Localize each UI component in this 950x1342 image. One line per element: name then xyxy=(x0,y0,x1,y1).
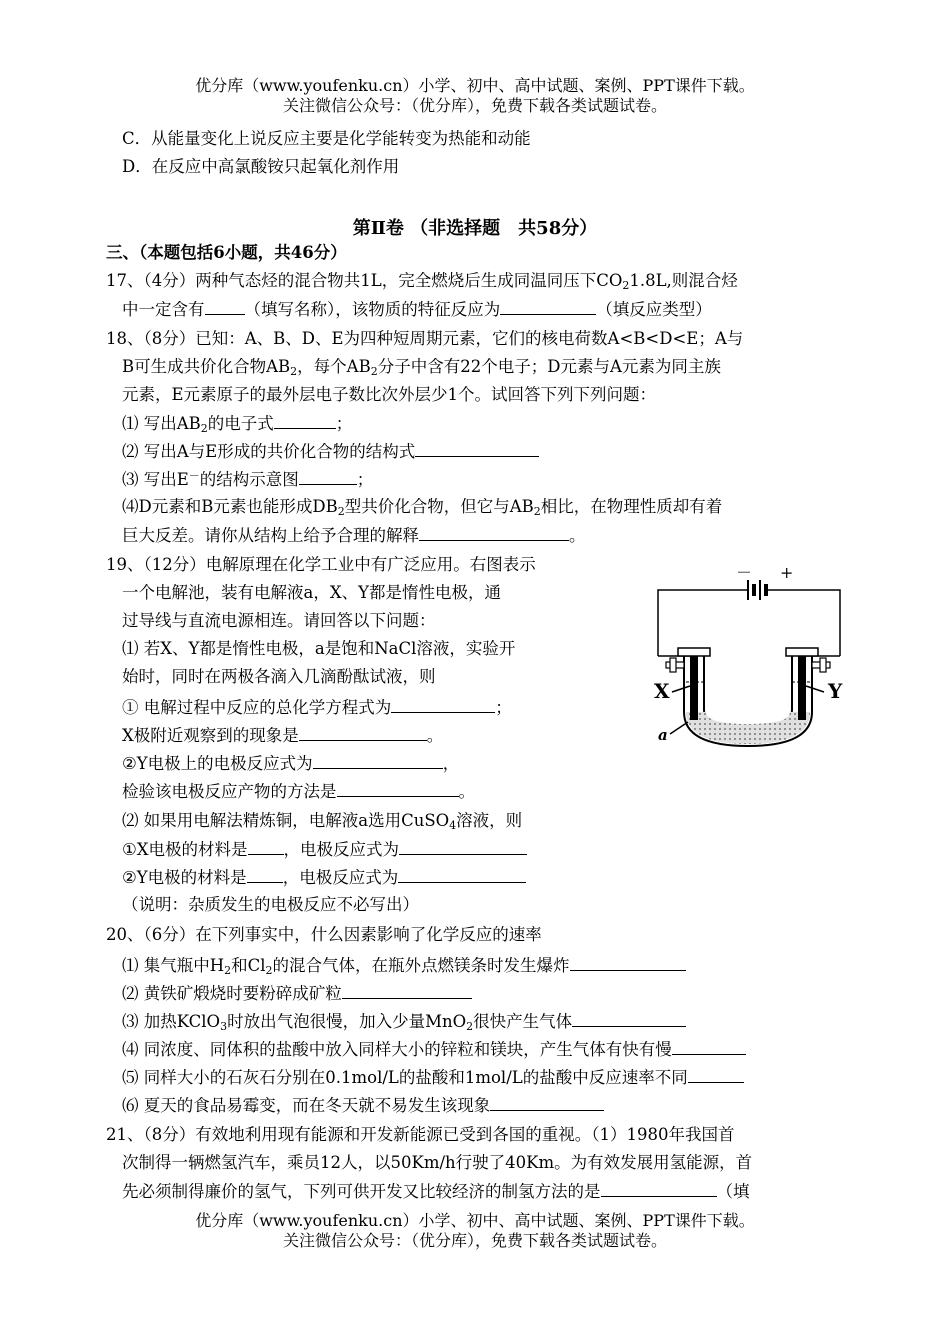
q18-sub-3 xyxy=(122,468,373,491)
subscript: 2 xyxy=(533,505,541,518)
x-label: X xyxy=(654,679,670,703)
q20-s6: ⑹ 夏天的食品易霉变，而在冬天就不易发生该现象 xyxy=(122,1096,491,1115)
q20-sub-2 xyxy=(122,982,472,1005)
q19-l8a: ②Y电极上的电极反应式为 xyxy=(122,754,313,773)
q17-text-1b: 1.8L,则混合烃 xyxy=(629,271,738,290)
q19-line-4: ⑴ 若X、Y都是惰性电极，a是饱和NaCl溶液，实验开 xyxy=(122,639,516,658)
q17-blank-name[interactable] xyxy=(205,298,245,315)
q19-blank-x-reaction[interactable] xyxy=(399,838,527,855)
page-footer xyxy=(0,1211,950,1251)
q20-blank-4[interactable] xyxy=(672,1038,746,1055)
q19-blank-phenomenon[interactable] xyxy=(299,724,427,741)
subscript: 2 xyxy=(265,964,273,977)
q19-l12b: ，电极反应式为 xyxy=(282,868,399,887)
q19-line-7 xyxy=(122,724,443,747)
q20-sub-5 xyxy=(122,1066,744,1089)
page-header xyxy=(0,76,950,116)
q18-s1a: ⑴ 写出AB xyxy=(122,414,201,433)
q18-blank-1[interactable] xyxy=(274,412,336,429)
q17-line-1 xyxy=(106,270,738,292)
q20-s1b: 和Cl xyxy=(231,956,266,975)
q21-line-1: 21、（8分）有效地利用现有能源和开发新能源已受到各国的重视。（1）1980年我国首 xyxy=(106,1125,735,1144)
a-label: a xyxy=(658,726,668,744)
q18-blank-4[interactable] xyxy=(419,524,569,541)
q18-s3b: 的结构示意图 xyxy=(199,470,299,489)
y-pointer xyxy=(806,686,824,692)
header-line-1: 优分库（www.youfenku.cn）小学、初中、高中试题、案例、PPT课件下载。 xyxy=(195,76,755,95)
q19-l9b: 。 xyxy=(458,782,475,801)
left-tap-icon xyxy=(666,658,684,672)
q19-l8b: ， xyxy=(442,754,460,773)
q20-sub-3 xyxy=(122,1010,686,1033)
q18-sub-4-cont xyxy=(122,524,586,547)
q18-s4c: 相比，在物理性质却有着 xyxy=(540,497,723,516)
q21-line-2: 次制得一辆燃氢汽车，乘员12人，以50Km/h行驶了40Km。为有效发展用氢能源，首 xyxy=(122,1153,753,1172)
q21-l3b: （填 xyxy=(716,1182,750,1201)
x-pointer xyxy=(672,686,690,692)
q18-line-1: 18、（8分）已知：A、B、D、E为四种短周期元素，它们的核电荷数A<B<D<E；A与 xyxy=(106,329,744,348)
q17-line-2 xyxy=(122,298,712,321)
q20-blank-6[interactable] xyxy=(490,1094,604,1111)
part-three-heading: 三、（本题包括6小题，共46分） xyxy=(106,243,347,262)
q20-s3c: 很快产生气体 xyxy=(473,1012,573,1031)
q19-blank-method[interactable] xyxy=(337,780,459,797)
left-stopper xyxy=(678,648,710,656)
subscript: 2 xyxy=(200,422,208,435)
q20-blank-3[interactable] xyxy=(572,1010,686,1027)
q20-sub-6 xyxy=(122,1094,604,1117)
subscript: 2 xyxy=(370,365,378,378)
y-label: Y xyxy=(828,679,843,703)
subscript: 2 xyxy=(466,1020,474,1033)
left-wire xyxy=(658,590,728,656)
q20-sub-4 xyxy=(122,1038,746,1061)
q17-text-1a: 17、（4分）两种气态烃的混合物共1L，完全燃烧后生成同温同压下CO xyxy=(106,271,623,290)
q19-blank-y-reaction[interactable] xyxy=(313,752,443,769)
q18-s4d: 巨大反差。请你从结构上给予合理的解释 xyxy=(122,526,419,545)
q18-s4b: 型共价化合物，但它与AB xyxy=(344,497,534,516)
q20-line-1: 20、（6分）在下列事实中，什么因素影响了化学反应的速率 xyxy=(106,925,542,944)
q17-text-2b: （填写名称），该物质的特征反应为 xyxy=(244,300,501,319)
q19-line-5: 始时，同时在两极各滴入几滴酚酞试液，则 xyxy=(122,667,436,686)
q19-line-1: 19、（12分）电解原理在化学工业中有广泛应用。右图表示 xyxy=(106,555,536,574)
q19-line-9 xyxy=(122,780,475,803)
right-wire xyxy=(778,590,840,656)
subscript: 2 xyxy=(290,365,298,378)
q19-l12a: ②Y电极的材料是 xyxy=(122,868,247,887)
q18-text-2c: 分子中含有22个电子；D元素与A元素为同主族 xyxy=(377,357,721,376)
q18-line-2 xyxy=(122,356,721,378)
q20-s5: ⑸ 同样大小的石灰石分别在0.1mol/L的盐酸和1mol/L的盐酸中反应速率不同 xyxy=(122,1068,688,1087)
q18-s1c: ； xyxy=(335,414,353,433)
q19-l10a: ⑵ 如果用电解法精炼铜，电解液a选用CuSO xyxy=(122,811,450,830)
q18-blank-2[interactable] xyxy=(415,440,539,457)
q21-blank-1[interactable] xyxy=(601,1180,717,1197)
q21-line-3 xyxy=(122,1180,750,1203)
right-tap-icon xyxy=(812,658,830,672)
footer-line-2: 关注微信公众号：（优分库），免费下载各类试题试卷。 xyxy=(282,1231,667,1250)
q20-blank-1[interactable] xyxy=(570,954,686,971)
q20-s2: ⑵ 黄铁矿煅烧时要粉碎成矿粒 xyxy=(122,984,342,1003)
q19-l7b: 。 xyxy=(426,726,444,745)
q20-s3b: 时放出气泡很慢，加入少量MnO xyxy=(227,1012,467,1031)
q19-l9a: 检验该电极反应产物的方法是 xyxy=(122,782,337,801)
q19-line-2: 一个电解池，装有电解液a，X、Y都是惰性电极，通 xyxy=(122,583,501,602)
q17-blank-reaction[interactable] xyxy=(500,298,596,315)
subscript: 2 xyxy=(622,279,630,292)
q18-line-3: 元素，E元素原子的最外层电子数比次外层少1个。试回答下列下列问题： xyxy=(122,385,657,404)
q20-sub-1 xyxy=(122,954,686,977)
q19-line-8 xyxy=(122,752,459,775)
q19-line-12 xyxy=(122,866,526,889)
q19-l7a: X极附近观察到的现象是 xyxy=(122,726,299,745)
q19-line-6 xyxy=(122,696,512,719)
x-electrode xyxy=(690,656,698,720)
q18-text-2b: ，每个AB xyxy=(297,357,371,376)
u-tube xyxy=(684,652,812,746)
section-title: 第Ⅱ卷 （非选择题 共58分） xyxy=(352,218,598,239)
q18-s3c: ； xyxy=(356,470,374,489)
q20-s3a: ⑶ 加热KClO xyxy=(122,1012,221,1031)
q19-line-11 xyxy=(122,838,527,861)
q18-s1b: 的电子式 xyxy=(207,414,274,433)
q18-s2: ⑵ 写出A与E形成的共价化合物的结构式 xyxy=(122,442,416,461)
q17-text-2c: （填反应类型） xyxy=(596,300,712,319)
q19-l6b: ； xyxy=(495,698,512,717)
subscript: 2 xyxy=(224,964,232,977)
battery-icon xyxy=(728,580,778,600)
q19-blank-equation[interactable] xyxy=(391,696,495,713)
superscript: － xyxy=(188,469,200,482)
option-c: C．从能量变化上说反应主要是化学能转变为热能和动能 xyxy=(122,129,531,148)
right-stopper xyxy=(786,648,818,656)
q19-l10b: 溶液，则 xyxy=(456,811,523,830)
plus-sign: + xyxy=(780,563,794,582)
a-pointer xyxy=(670,722,688,734)
q19-blank-y-reaction-2[interactable] xyxy=(398,866,526,883)
q18-sub-2 xyxy=(122,440,539,463)
q19-line-10 xyxy=(122,810,522,832)
q20-s4: ⑷ 同浓度、同体积的盐酸中放入同样大小的锌粒和镁块，产生气体有快有慢 xyxy=(122,1040,672,1059)
option-d: D．在反应中高氯酸铵只起氧化剂作用 xyxy=(122,157,400,176)
q18-s4e: 。 xyxy=(569,526,586,545)
footer-line-1: 优分库（www.youfenku.cn）小学、初中、高中试题、案例、PPT课件下载。 xyxy=(195,1211,755,1230)
q18-text-2a: B可生成共价化合物AB xyxy=(122,357,291,376)
subscript: 2 xyxy=(337,505,345,518)
q18-blank-3[interactable] xyxy=(299,468,357,485)
q18-s4a: ⑷D元素和B元素也能形成DB xyxy=(122,497,338,516)
electrolysis-cell-diagram xyxy=(648,562,848,752)
q17-text-2a: 中一定含有 xyxy=(122,300,205,319)
subscript: 4 xyxy=(449,819,457,832)
q18-s3a: ⑶ 写出E xyxy=(122,470,189,489)
q20-blank-5[interactable] xyxy=(688,1066,744,1083)
header-line-2: 关注微信公众号：（优分库），免费下载各类试题试卷。 xyxy=(282,96,667,115)
q19-l11a: ①X电极的材料是 xyxy=(122,840,248,859)
subscript: 3 xyxy=(220,1020,228,1033)
q19-blank-x-material[interactable] xyxy=(248,838,284,855)
q19-blank-y-material[interactable] xyxy=(247,866,283,883)
q19-note: （说明：杂质发生的电极反应不必写出） xyxy=(122,895,419,914)
q19-l11b: ，电极反应式为 xyxy=(283,840,400,859)
q19-l6a: ① 电解过程中反应的总化学方程式为 xyxy=(122,698,392,717)
q20-blank-2[interactable] xyxy=(342,982,472,999)
q21-l3a: 先必须制得廉价的氢气，下列可供开发又比较经济的制氢方法的是 xyxy=(122,1182,601,1201)
q18-sub-4 xyxy=(122,496,722,518)
y-electrode xyxy=(798,656,806,720)
q19-line-3: 过导线与直流电源相连。请回答以下问题： xyxy=(122,611,436,630)
minus-sign: － xyxy=(736,563,753,582)
q20-s1c: 的混合气体，在瓶外点燃镁条时发生爆炸 xyxy=(272,956,570,975)
q20-s1a: ⑴ 集气瓶中H xyxy=(122,956,225,975)
q18-sub-1 xyxy=(122,412,352,435)
